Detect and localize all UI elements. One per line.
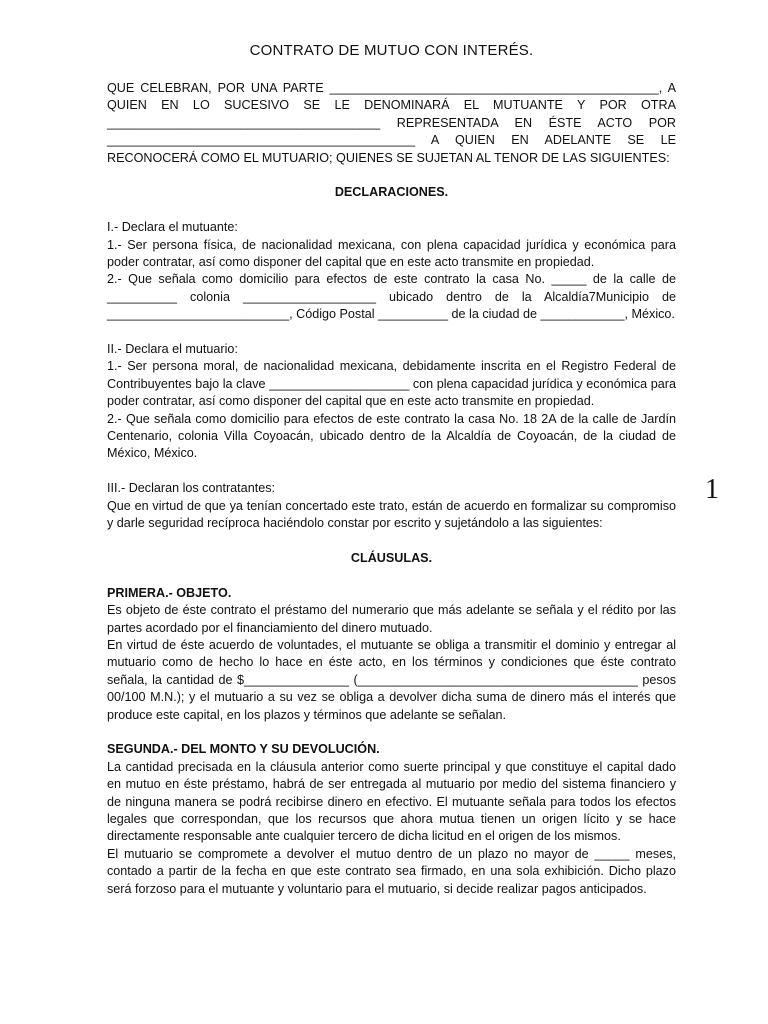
segunda-paragraph-1: La cantidad precisada en la cláusula anterior como suerte principal y que constituye el capital dado en mutuo en éste préstamo, habrá de ser entregada al mutuario por medio del sistema financiero y de ninguna manera se podrá recibirse dinero en efectivo. El mutuante señala para todos los efectos legales que correspondan, que los recursos que ahora mutua tienen un origen lícito y se hace directamente responsable ante cualquier tercero de dicha licitud en el origen de los mismos. — [107, 759, 676, 844]
declaraciones-heading: DECLARACIONES. — [334, 185, 449, 200]
document-title: CONTRATO DE MUTUO CON INTERÉS. — [249, 42, 534, 59]
primera-paragraph-2: En virtud de éste acuerdo de voluntades, el mutuante se obliga a transmitir el dominio y entregar al mutuario como de hecho lo hace en éste acto, en los términos y condiciones que éste contrato señala, la cantidad de $_______________ (________________________________________ pesos 00/100 M.N.); y el mutuario a su vez se obliga a devolver dicha suma de dinero más el interés que produce este capital, en los plazos y términos que adelante se señalan. — [107, 637, 676, 722]
decl-contratantes-heading: III.- Declaran los contratantes: — [107, 481, 275, 496]
decl-mutuante-1: 1.- Ser persona física, de nacionalidad mexicana, con plena capacidad jurídica y económica para poder contratar, así como disponer del capital que en este acto transmite en propiedad. — [107, 237, 676, 270]
clausulas-heading: CLÁUSULAS. — [350, 550, 433, 565]
decl-mutuario-1: 1.- Ser persona moral, de nacionalidad mexicana, debidamente inscrita en el Registro Federal de Contribuyentes bajo la clave ____________________ con plena capacidad jurídica y económica para poder contratar, así como disponer del capital que en este acto transmite en propiedad. — [107, 359, 676, 409]
segunda-paragraph-2: El mutuario se compromete a devolver el mutuo dentro de un plazo no mayor de _____ meses, contado a partir de la fecha en que este contrato sea firmado, en una sola exhibición. Dicho plazo será forzoso para el mutuante y voluntario para el mutuario, si decide realizar pagos anticipados. — [107, 846, 676, 896]
intro-paragraph: QUE CELEBRAN, POR UNA PARTE _______________________________________________, A QUIEN EN LO SUCESIVO SE LE DENOMINARÁ EL MUTUANTE Y POR OTRA _______________________________________ REPRESENTADA EN ÉSTE ACTO POR ____________________________________________ A QUIEN EN ADELANTE SE LE RECONOCERÁ COMO EL MUTUARIO; QUIENES SE SUJETAN AL TENOR DE LAS SIGUIENTES: — [107, 81, 676, 165]
segunda-heading: SEGUNDA.- DEL MONTO Y SU DEVOLUCIÓN. — [107, 742, 380, 757]
primera-paragraph-1: Es objeto de éste contrato el préstamo del numerario que más adelante se señala y el rédito por las partes acordado por el financiamiento del dinero mutuado. — [107, 603, 676, 635]
decl-mutuario-heading: II.- Declara el mutuario: — [107, 342, 238, 357]
decl-contratantes-text: Que en virtud de que ya tenían concertado este trato, están de acuerdo en formalizar su compromiso y darle seguridad recíproca haciéndolo constar por escrito y sujetándolo a las siguientes: — [107, 498, 676, 531]
document-body — [107, 80, 676, 898]
decl-mutuante-heading: I.- Declara el mutuante: — [107, 220, 238, 235]
decl-mutuario-2: 2.- Que señala como domicilio para efectos de este contrato la casa No. 18 2A de la calle de Jardín Centenario, colonia Villa Coyoacán, ubicado dentro de la Alcaldía de Coyoacán, de la ciudad de México, México. — [107, 411, 676, 461]
primera-heading: PRIMERA.- OBJETO. — [107, 585, 232, 600]
decl-mutuante-2: 2.- Que señala como domicilio para efectos de este contrato la casa No. _____ de la calle de __________ colonia ___________________ ubicado dentro de la Alcaldía7Municipio de __________________________, Código Postal __________ de la ciudad de ____________, México. — [107, 272, 676, 322]
page-number: 1 — [705, 474, 719, 505]
